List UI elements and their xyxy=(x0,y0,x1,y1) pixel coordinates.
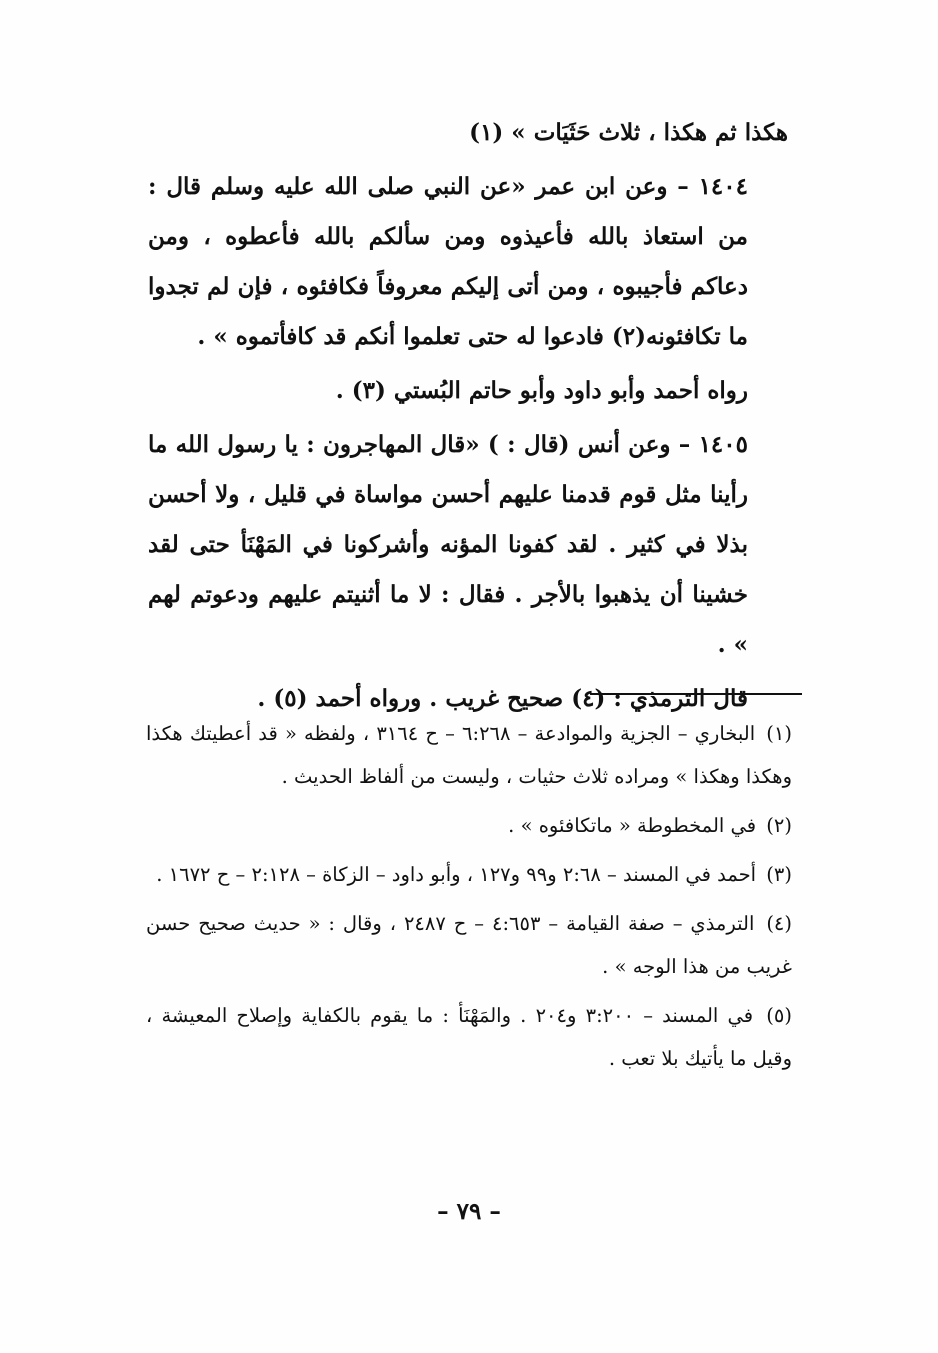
footnote-number: (٥) xyxy=(766,1004,792,1027)
footnote-3 xyxy=(146,853,792,896)
narration-note-1405: قال الترمذي : (٤) صحيح غريب . ورواه أحمد (٥) . xyxy=(257,685,748,712)
narration-note-1404: رواه أحمد وأبو داود وأبو حاتم البُستي (٣) . xyxy=(335,377,748,404)
footnote-separator xyxy=(590,693,802,695)
footnote-text: أحمد في المسند – ٢:٦٨ و٩٩ و١٢٧ ، وأبو داود – الزكاة – ٢:١٢٨ – ح ١٦٧٢ . xyxy=(156,863,757,886)
footnote-text: في المسند – ٣:٢٠٠ و٢٠٤ . والمَهْنَأ : ما يقوم بالكفاية وإصلاح المعيشة ، وقيل ما يأتيك بلا تعب . xyxy=(146,1004,792,1070)
footnote-1 xyxy=(146,712,792,798)
footnote-number: (٣) xyxy=(766,863,792,886)
footnote-text: البخاري – الجزية والموادعة – ٦:٢٦٨ – ح ٣١٦٤ ، ولفظه « قد أعطيتك هكذا وهكذا وهكذا » ومراده ثلاث حثيات ، وليست من ألفاظ الحديث . xyxy=(146,722,792,788)
hadith-1404: ١٤٠٤ – وعن ابن عمر «عن النبي صلى الله عليه وسلم قال : من استعاذ بالله فأعيذوه ومن سألكم بالله فأعطوه ، ومن دعاكم فأجيبوه ، ومن أتى إليكم معروفاً فكافئوه ، فإن لم تجدوا ما تكافئونه(٢) فادعوا له حتى تعلموا أنكم قد كافأتموه » . xyxy=(148,173,748,350)
footnote-5 xyxy=(146,994,792,1080)
footnote-number: (٤) xyxy=(766,912,793,935)
footnote-2 xyxy=(146,804,792,847)
paragraph-continuation: هكذا ثم هكذا ، ثلاث حَثَيَات » (١) xyxy=(469,119,788,146)
page-number: – ٧٩ – xyxy=(437,1198,501,1225)
footnote-number: (١) xyxy=(766,722,792,745)
footnotes-block xyxy=(146,712,792,1080)
footnote-number: (٢) xyxy=(766,814,792,837)
hadith-1405: ١٤٠٥ – وعن أنس (قال : ) «قال المهاجرون : يا رسول الله ما رأينا مثل قوم قدمنا عليهم أحسن مواساة في قليل ، ولا أحسن بذلا في كثير . لقد كفونا المؤنه وأشركونا في المَهْنَأ حتى لقد خشينا أن يذهبوا بالأجر . فقال : لا ما أثنيتم عليهم ودعوتم لهم » . xyxy=(148,431,748,658)
main-text-block xyxy=(148,108,788,724)
footnote-text: الترمذي – صفة القيامة – ٤:٦٥٣ – ح ٢٤٨٧ ، وقال : « حديث صحيح حسن غريب من هذا الوجه » . xyxy=(146,912,792,978)
footnote-4 xyxy=(146,902,792,988)
footnote-text: في المخطوطة « ماتكافئوه » . xyxy=(508,814,757,837)
